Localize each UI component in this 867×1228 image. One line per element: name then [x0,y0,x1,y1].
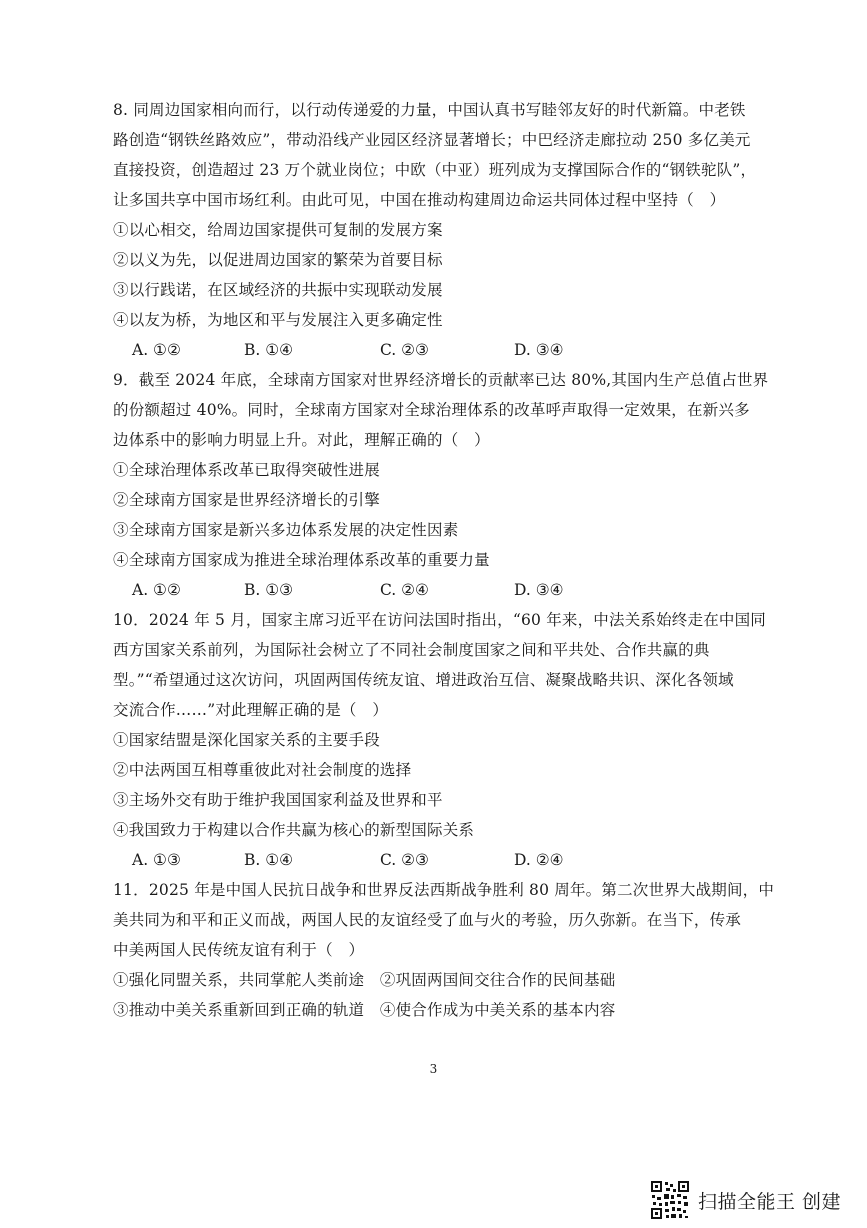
q9-statement-3: ③全球南方国家是新兴多边体系发展的决定性因素 [113,521,459,539]
q11-line-1: 11．2025 年是中国人民抗日战争和世界反法西斯战争胜利 80 周年。第二次世界大战期间，中 [113,881,775,899]
q8-option-b: B. ①④ [244,341,294,359]
q10-option-c: C. ②③ [380,851,429,869]
q10-option-d: D. ②④ [514,851,564,869]
q8-statement-4: ④以友为桥，为地区和平与发展注入更多确定性 [113,311,443,329]
q10-statement-1: ①国家结盟是深化国家关系的主要手段 [113,731,380,749]
q9-option-b: B. ①③ [244,581,294,599]
q9-option-a: A. ①② [132,581,181,599]
q10-option-b: B. ①④ [244,851,294,869]
q9-option-c: C. ②④ [380,581,429,599]
q11-line-2: 美共同为和平和正义而战，两国人民的友谊经受了血与火的考验，历久弥新。在当下，传承 [113,911,742,929]
q8-line-4: 让多国共享中国市场红利。由此可见，中国在推动构建周边命运共同体过程中坚持（ ） [113,191,726,209]
q8-option-d: D. ③④ [514,341,564,359]
q9-statement-2: ②全球南方国家是世界经济增长的引擎 [113,491,380,509]
q8-line-2: 路创造“钢铁丝路效应”，带动沿线产业园区经济显著增长；中巴经济走廊拉动 250 多亿美元 [113,131,751,149]
q8-statement-2: ②以义为先，以促进周边国家的繁荣为首要目标 [113,251,443,269]
page-number: 3 [429,1062,438,1076]
q10-option-a: A. ①③ [132,851,181,869]
q8-statement-1: ①以心相交，给周边国家提供可复制的发展方案 [113,221,443,239]
scanner-brand-text: 扫描全能王 创建 [698,1190,842,1213]
q11-statements-1-2: ①强化同盟关系，共同掌舵人类前途 ②巩固两国间交往合作的民间基础 [113,971,616,989]
q10-statement-3: ③主场外交有助于维护我国国家利益及世界和平 [113,791,443,809]
q8-statement-3: ③以行践诺，在区域经济的共振中实现联动发展 [113,281,443,299]
q10-statement-2: ②中法两国互相尊重彼此对社会制度的选择 [113,761,412,779]
q8-option-a: A. ①② [132,341,181,359]
q8-line-3: 直接投资，创造超过 23 万个就业岗位；中欧（中亚）班列成为支撑国际合作的“钢铁驼队”， [113,161,757,179]
q10-line-2: 西方国家关系前列，为国际社会树立了不同社会制度国家之间和平共处、合作共赢的典 [113,641,710,659]
q11-statements-3-4: ③推动中美关系重新回到正确的轨道 ④使合作成为中美关系的基本内容 [113,1001,616,1019]
q10-line-3: 型。”“希望通过这次访问，巩固两国传统友谊、增进政治互信、凝聚战略共识、深化各领域 [113,671,734,689]
q9-option-d: D. ③④ [514,581,564,599]
q10-line-4: 交流合作……”对此理解正确的是（ ） [113,701,389,719]
q9-statement-1: ①全球治理体系改革已取得突破性进展 [113,461,380,479]
scanner-watermark [650,1180,841,1220]
q11-line-3: 中美两国人民传统友谊有利于（ ） [113,941,365,959]
q10-statement-4: ④我国致力于构建以合作共赢为核心的新型国际关系 [113,821,475,839]
q10-line-1: 10．2024 年 5 月，国家主席习近平在访问法国时指出，“60 年来，中法关系始终走在中国同 [113,611,766,629]
q9-line-3: 边体系中的影响力明显上升。对此，理解正确的（ ） [113,431,490,449]
q9-statement-4: ④全球南方国家成为推进全球治理体系改革的重要力量 [113,551,490,569]
q8-line-1: 8. 同周边国家相向而行，以行动传递爱的力量，中国认真书写睦邻友好的时代新篇。中老铁 [113,101,746,119]
qr-code-icon [650,1180,690,1220]
q9-line-1: 9．截至 2024 年底，全球南方国家对世界经济增长的贡献率已达 80%,其国内生产总值占世界 [113,371,769,389]
q8-option-c: C. ②③ [380,341,429,359]
q9-line-2: 的份额超过 40%。同时，全球南方国家对全球治理体系的改革呼声取得一定效果，在新兴多 [113,401,750,419]
